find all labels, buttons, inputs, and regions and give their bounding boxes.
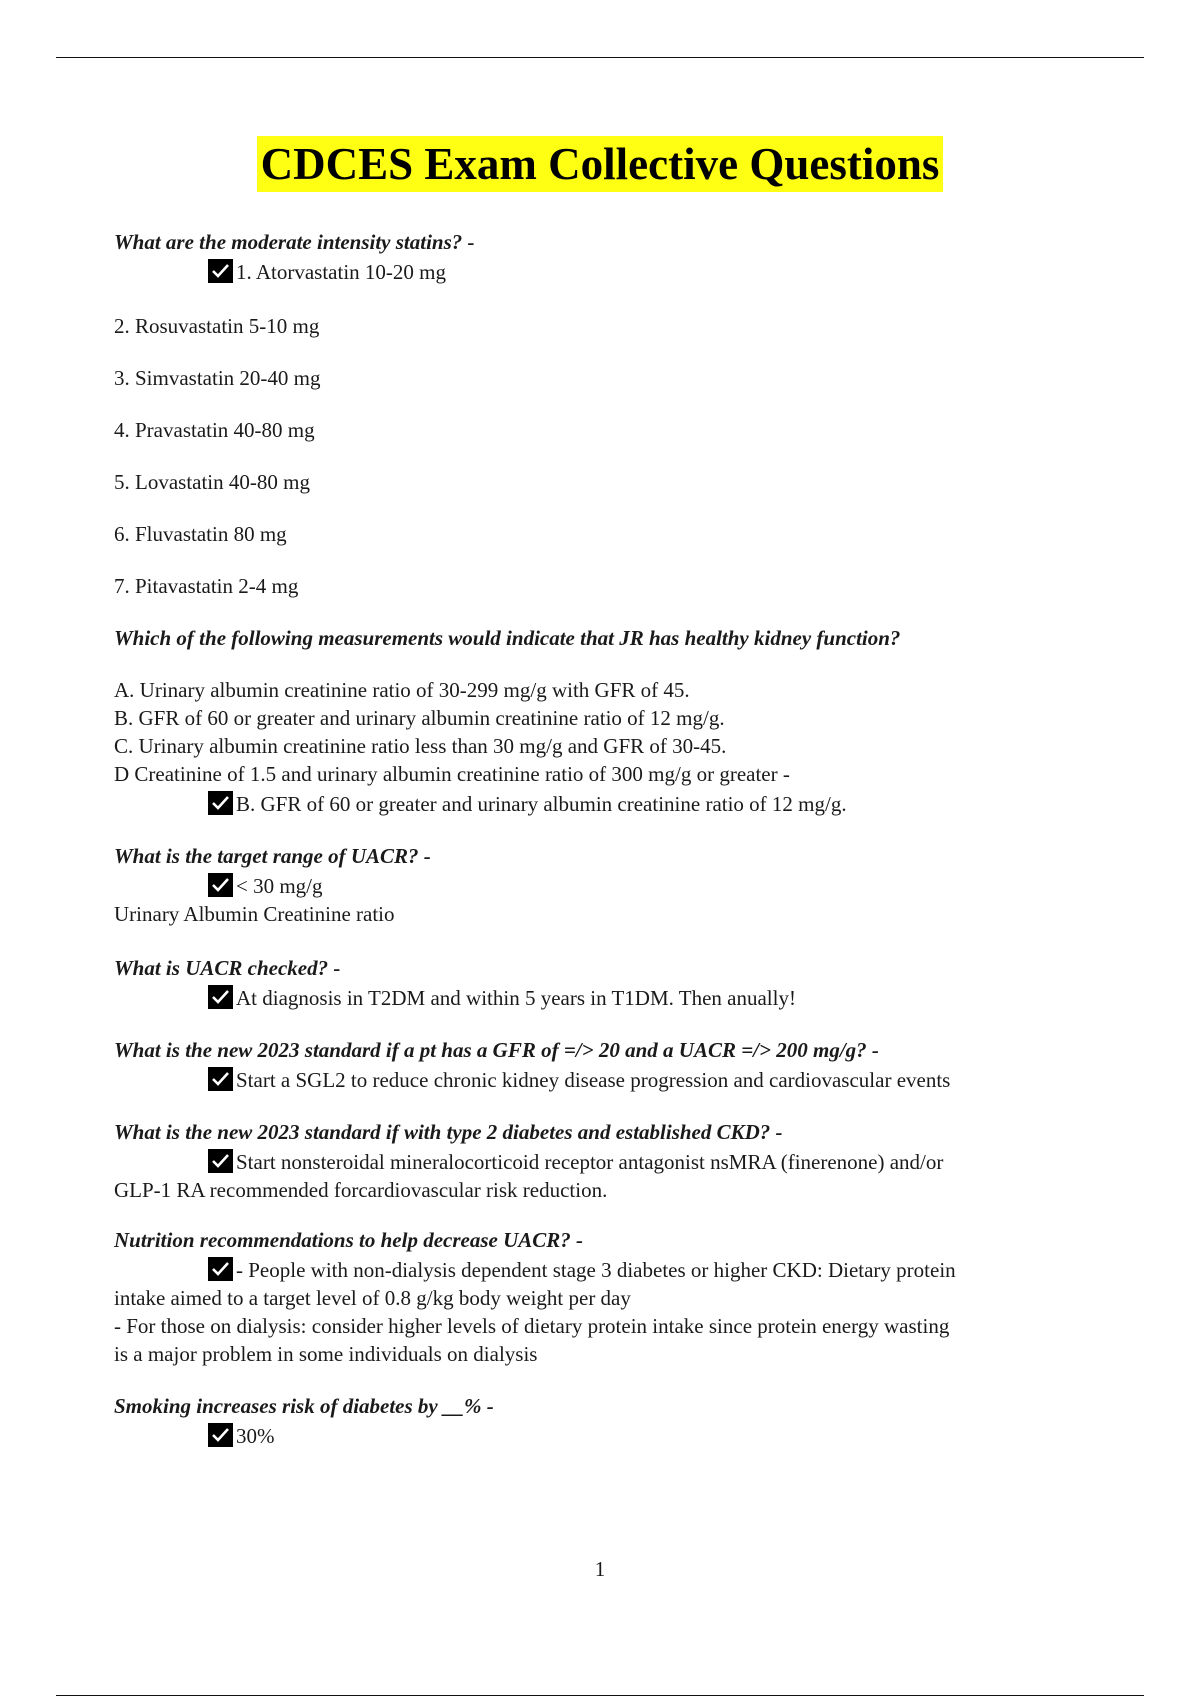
question-5: What is the new 2023 standard if a pt has a GFR of =/> 20 and a UACR =/> 200 mg/g? - — [114, 1038, 879, 1062]
statin-item: 3. Simvastatin 20-40 mg — [114, 366, 321, 390]
statin-item: 6. Fluvastatin 80 mg — [114, 522, 287, 546]
answer-5-text: Start a SGL2 to reduce chronic kidney disease progression and cardiovascular events — [236, 1068, 951, 1092]
document-title: CDCES Exam Collective Questions — [257, 136, 944, 192]
answer-7-text: - People with non-dialysis dependent stage 3 diabetes or higher CKD: Dietary protein — [236, 1258, 956, 1282]
question-6: What is the new 2023 standard if with type 2 diabetes and established CKD? - — [114, 1120, 783, 1144]
top-rule — [56, 57, 1144, 58]
answer-7-line-2: intake aimed to a target level of 0.8 g/kg body weight per day — [114, 1286, 631, 1310]
answer-2 — [114, 790, 1104, 818]
option-a: A. Urinary albumin creatinine ratio of 30-299 mg/g with GFR of 45. — [114, 678, 690, 702]
answer-7-line-4: is a major problem in some individuals on dialysis — [114, 1342, 538, 1366]
bottom-rule — [56, 1695, 1144, 1696]
checkbox-checked-icon — [208, 985, 233, 1009]
question-1: What are the moderate intensity statins? - — [114, 230, 475, 254]
checkbox-checked-icon — [208, 791, 233, 815]
answer-3-text: < 30 mg/g — [236, 874, 323, 898]
checkbox-checked-icon — [208, 873, 233, 897]
statin-item: 2. Rosuvastatin 5-10 mg — [114, 314, 320, 338]
answer-4-text: At diagnosis in T2DM and within 5 years in T1DM. Then anually! — [236, 986, 796, 1010]
document-body — [114, 228, 1104, 1450]
statin-item: 4. Pravastatin 40-80 mg — [114, 418, 315, 442]
statin-item: 7. Pitavastatin 2-4 mg — [114, 574, 299, 598]
answer-3 — [114, 872, 1104, 900]
checkbox-checked-icon — [208, 259, 233, 283]
answer-6 — [114, 1148, 1104, 1176]
answer-6-text: Start nonsteroidal mineralocorticoid receptor antagonist nsMRA (finerenone) and/or — [236, 1150, 944, 1174]
checkbox-checked-icon — [208, 1423, 233, 1447]
option-c: C. Urinary albumin creatinine ratio less than 30 mg/g and GFR of 30-45. — [114, 734, 727, 758]
question-3: What is the target range of UACR? - — [114, 844, 431, 868]
answer-1 — [114, 258, 1104, 286]
question-4: What is UACR checked? - — [114, 956, 341, 980]
question-8: Smoking increases risk of diabetes by __% - — [114, 1394, 494, 1418]
answer-8 — [114, 1422, 1104, 1450]
question-2: Which of the following measurements would indicate that JR has healthy kidney function? — [114, 626, 901, 650]
answer-2-text: B. GFR of 60 or greater and urinary albumin creatinine ratio of 12 mg/g. — [236, 792, 847, 816]
page-number: 1 — [594, 1557, 606, 1581]
question-7: Nutrition recommendations to help decrease UACR? - — [114, 1228, 584, 1252]
answer-5 — [114, 1066, 1104, 1094]
answer-6-continuation: GLP-1 RA recommended forcardiovascular risk reduction. — [114, 1178, 608, 1202]
option-d: D Creatinine of 1.5 and urinary albumin creatinine ratio of 300 mg/g or greater - — [114, 762, 790, 786]
answer-8-text: 30% — [236, 1424, 275, 1448]
title-wrap — [0, 136, 1200, 192]
checkbox-checked-icon — [208, 1257, 233, 1281]
checkbox-checked-icon — [208, 1067, 233, 1091]
option-b: B. GFR of 60 or greater and urinary albumin creatinine ratio of 12 mg/g. — [114, 706, 725, 730]
statin-item: 5. Lovastatin 40-80 mg — [114, 470, 310, 494]
checkbox-checked-icon — [208, 1149, 233, 1173]
answer-3-note: Urinary Albumin Creatinine ratio — [114, 902, 395, 926]
answer-4 — [114, 984, 1104, 1012]
answer-1-text: 1. Atorvastatin 10-20 mg — [236, 260, 446, 284]
answer-7-line-3: - For those on dialysis: consider higher levels of dietary protein intake since protein energy wasting — [114, 1314, 950, 1338]
answer-7 — [114, 1256, 1104, 1284]
